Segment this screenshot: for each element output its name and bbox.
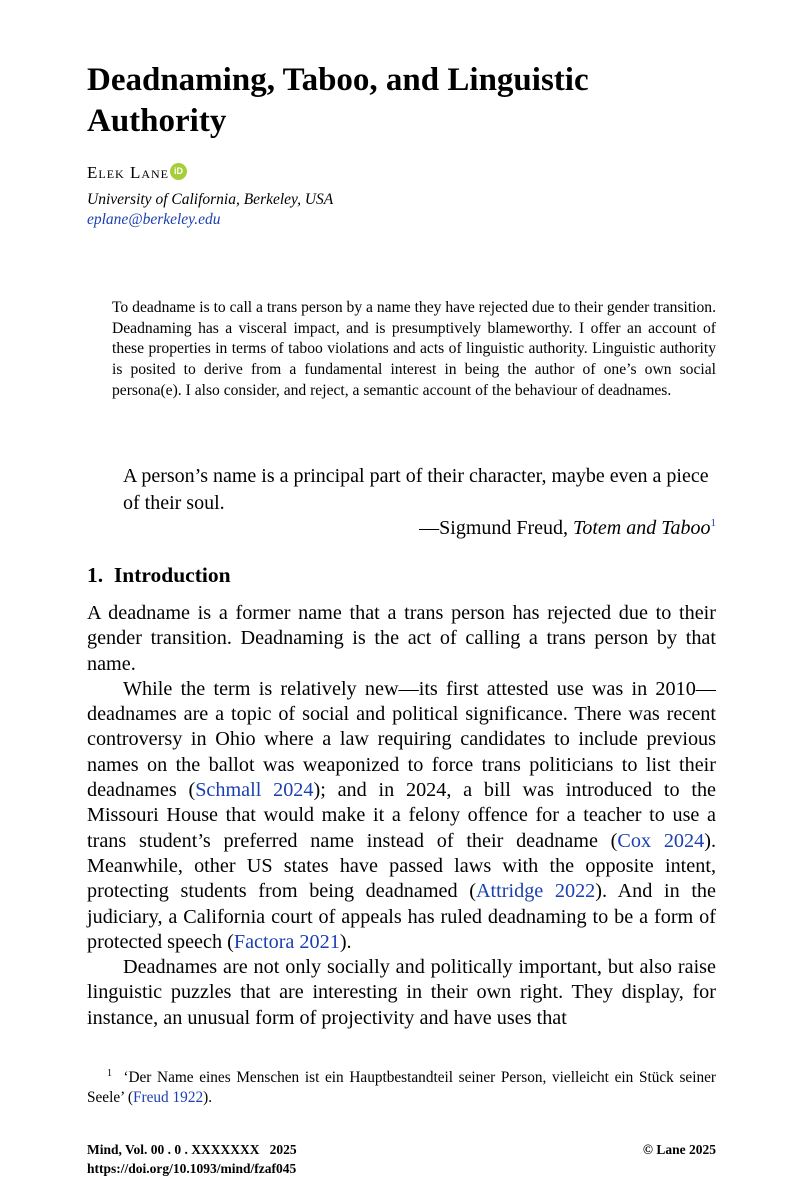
footnote-number: 1 [107,1068,112,1079]
paragraph: A deadname is a former name that a trans person has rejected due to their gender transition. Deadnaming is the act of calling a trans person by that name. [87,602,716,675]
epigraph-author: —Sigmund Freud, [419,517,574,539]
text-run: ). Meanwhile, other US states have passed laws with the opposite intent, protecting students from being deadnamed ( [87,829,716,903]
citation-link[interactable]: Cox 2024 [617,829,705,852]
author-email-link[interactable]: eplane@berkeley.edu [87,211,221,228]
section-title: Introduction [113,563,231,587]
journal-footer [87,1140,297,1178]
footnote [87,1068,716,1108]
doi-link[interactable]: https://doi.org/10.1093/mind/fzaf045 [87,1161,297,1176]
epigraph-quote: A person’s name is a principal part of their character, maybe even a piece of their soul. [123,465,709,514]
author-line [87,163,187,183]
journal-year: 2025 [269,1142,297,1157]
paper-title: Deadnaming, Taboo, and Linguistic Authority [87,62,589,139]
section-number: 1. [87,563,104,587]
paragraph [87,677,716,955]
citation-link[interactable]: Freud 1922 [133,1089,204,1106]
section-heading [87,561,231,589]
text-run: While the term is relatively new—its first attested use was in 2010—deadnames are a topic of social and political significance. There was recent controversy in Ohio where a law requiring candidates to include previous names on the ballot was weaponized to force trans politicians to list their deadnames ( [87,677,716,802]
footnote-text: ). [203,1089,213,1106]
citation-link[interactable]: Factora 2021 [233,930,340,953]
author-name: Elek Lane [87,163,170,182]
body-text [87,601,716,1031]
footnote-marker-link[interactable]: 1 [710,517,716,529]
text-run: ). [339,930,352,953]
footnote-text: ‘Der Name eines Menschen ist ein Hauptbestandteil seiner Person, vielleicht ein Stück seiner Seele’ ( [87,1069,716,1106]
copyright-notice: © Lane 2025 [642,1142,716,1157]
author-affiliation: University of California, Berkeley, USA [87,191,334,208]
citation-link[interactable]: Schmall 2024 [195,779,314,802]
orcid-icon[interactable]: iD [170,163,187,180]
text-run: ). And in the judiciary, a California court of appeals has ruled deadnaming to be a form of protected speech ( [87,880,716,953]
text-run: ); and in 2024, a bill was introduced to the Missouri House that would make it a felony offence for a teacher to use a trans student’s preferred name instead of their deadname ( [87,779,717,852]
epigraph-attribution [419,515,716,541]
abstract: To deadname is to call a trans person by a name they have rejected due to their gender transition. Deadnaming has a visceral impact, and is presumptively blameworthy. I offer an account of these properties in terms of taboo violations and acts of linguistic authority. Linguistic authority is posited to derive from a fundamental interest in being the author of one’s own social persona(e). I also consider, and reject, a semantic account of the behaviour of deadnames. [112,299,716,399]
paragraph: Deadnames are not only socially and politically important, but also raise linguistic puzzles that are interesting in their own right. They display, for instance, an unusual form of projectivity and have uses that [87,956,716,1029]
citation-link[interactable]: Attridge 2022 [475,880,596,903]
journal-info: Mind, Vol. 00 . 0 . XXXXXXX [87,1142,260,1157]
epigraph-work: Totem and Taboo [573,517,711,539]
